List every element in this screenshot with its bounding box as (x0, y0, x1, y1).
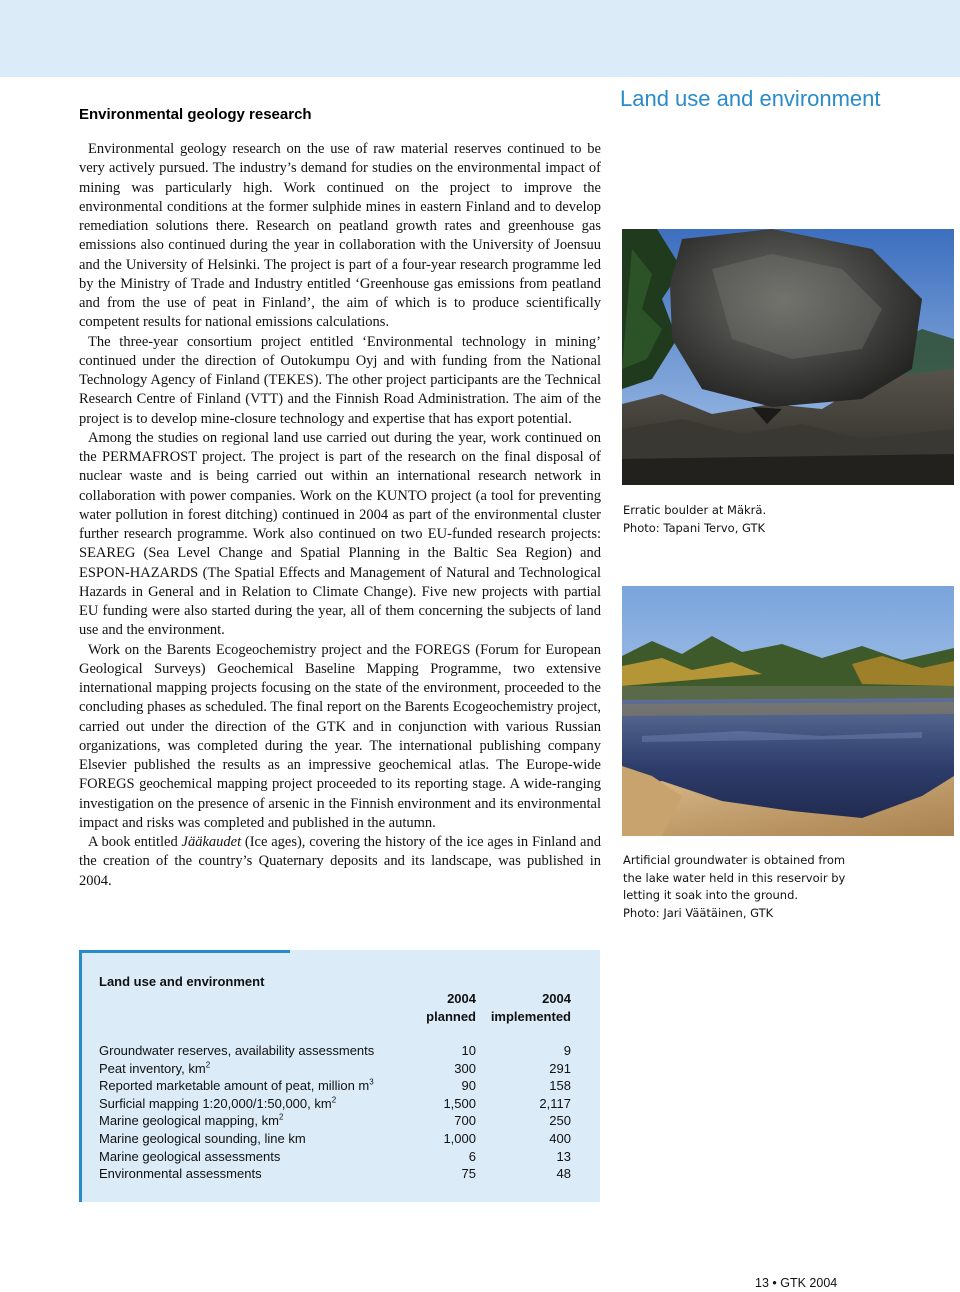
column-header-planned (399, 990, 476, 1026)
implemented-value: 250 (549, 1113, 571, 1129)
page-footer (755, 1276, 837, 1290)
paragraph-5-start: A book entitled (88, 834, 182, 850)
publication-name: GTK 2004 (780, 1276, 838, 1290)
column-header-implemented-label: implemented (490, 1009, 571, 1024)
implemented-value: 9 (563, 1043, 571, 1058)
row-label (99, 1043, 374, 1058)
row-label (99, 1149, 280, 1164)
implemented-value: 13 (556, 1148, 571, 1164)
photo1-caption (623, 502, 853, 537)
paragraph-5 (79, 833, 601, 891)
table-row (99, 1113, 571, 1131)
column-header-planned-label: planned (426, 1009, 476, 1024)
column-header-implemented-year: 2004 (542, 991, 571, 1006)
page-number: 13 (755, 1276, 769, 1290)
row-label-text: Peat inventory, km (99, 1060, 206, 1076)
table-row (99, 1096, 571, 1114)
planned-value: 700 (454, 1113, 476, 1129)
column-header-planned-year: 2004 (447, 991, 476, 1006)
article-body (79, 140, 601, 891)
paragraph-4: Work on the Barents Ecogeochemistry project and the FOREGS (Forum for European Geological Surveys) Geochemical Baseline Mapping Programme, two extensive international mapping projects focusing on the state of the environment, proceeded to the concluding phases as scheduled. The final report on the Barents Ecogeochemistry project, carried out under the direction of the GTK and in conjunction with various Russian organizations, was completed during the year. The international publishing company Elsevier published the results as an impressive geochemical atlas. The Europe-wide FOREGS geochemical mapping project proceeded to its reporting stage. A wide-ranging investigation on the presence of arsenic in the Finnish environment and its environmental impact and risks was completed and published in the autumn. (79, 641, 601, 831)
planned-value: 10 (461, 1043, 476, 1058)
row-label-text: Groundwater reserves, availability assessments (99, 1043, 375, 1058)
row-label (99, 1113, 283, 1128)
planned-value: 300 (454, 1060, 476, 1076)
photo2-credit: Photo: Jari Väätäinen, GTK (623, 905, 774, 920)
table-row (99, 1166, 571, 1184)
paragraph-5-end: (Ice ages), covering the history of the ice ages in Finland and the creation of the country’s Quaternary deposits and its landscape, was published in 2004. (79, 834, 601, 889)
photo-groundwater-reservoir (622, 586, 954, 836)
implemented-value: 48 (556, 1166, 571, 1182)
paragraph-1: Environmental geology research on the use of raw material reserves continued to be very actively pursued. The industry’s demand for studies on the environmental impact of mining was particularly high. Work continued on the project to improve the environmental conditions at the former sulphide mines in eastern Finland and to develop remediation solutions there. Research on peatland growth rates and greenhouse gas emissions also continued during the year in collaboration with the University of Joensuu and the University of Helsinki. The project is part of a four-year research programme led by the Ministry of Trade and Industry entitled ‘Greenhouse gas emissions from peatland and from the use of peat in Finland’, the aim of which is to produce scientifically competent results for national emissions calculations. (79, 141, 601, 331)
row-label-text: Environmental assessments (99, 1166, 262, 1182)
implemented-value: 2,117 (539, 1095, 571, 1111)
planned-value: 6 (468, 1148, 476, 1164)
row-label-text: Surficial mapping 1:20,000/1:50,000, km (99, 1095, 332, 1111)
unit-superscript: 2 (205, 1060, 211, 1070)
row-label (99, 1166, 262, 1181)
row-label-text: Marine geological mapping, km (99, 1113, 279, 1129)
row-label-text: Marine geological sounding, line km (99, 1130, 306, 1146)
footer-bullet: • (772, 1276, 777, 1290)
table-left-rule (79, 950, 82, 1202)
implemented-value: 400 (549, 1130, 571, 1146)
article-heading: Environmental geology research (79, 106, 312, 123)
top-color-band (0, 0, 960, 77)
row-label (99, 1131, 306, 1146)
unit-superscript: 2 (278, 1113, 284, 1123)
photo1-caption-text: Erratic boulder at Mäkrä. (623, 503, 767, 517)
table-row (99, 1149, 571, 1167)
planned-value: 75 (461, 1166, 476, 1182)
table-accent-bar (79, 950, 290, 953)
table-row (99, 1061, 571, 1079)
row-label (99, 1078, 374, 1093)
planned-value: 1,000 (443, 1130, 476, 1146)
photo-erratic-boulder (622, 229, 954, 485)
photo2-caption (623, 852, 853, 922)
table-rows (99, 1043, 571, 1184)
unit-superscript: 3 (369, 1077, 374, 1087)
row-label-text: Reported marketable amount of peat, million m (99, 1078, 370, 1094)
planned-value: 90 (461, 1078, 476, 1094)
row-label (99, 1096, 336, 1111)
photo2-caption-text: Artificial groundwater is obtained from the lake water held in this reservoir by letting it soak into the ground. (623, 853, 846, 902)
section-title: Land use and environment (620, 86, 881, 111)
unit-superscript: 2 (331, 1095, 337, 1105)
table-row (99, 1131, 571, 1149)
row-label (99, 1061, 210, 1076)
row-label-text: Marine geological assessments (99, 1148, 281, 1164)
book-title: Jääkaudet (181, 834, 242, 850)
table-row (99, 1078, 571, 1096)
table-title: Land use and environment (99, 974, 265, 989)
planned-value: 1,500 (443, 1095, 476, 1111)
table-row (99, 1043, 571, 1061)
photo1-credit: Photo: Tapani Tervo, GTK (623, 520, 766, 535)
implemented-value: 158 (549, 1078, 571, 1094)
paragraph-2: The three-year consortium project entitled ‘Environmental technology in mining’ continued under the direction of Outokumpu Oyj and with funding from the National Technology Agency of Finland (TEKES). The other project participants are the Technical Research Centre of Finland (VTT) and the Finnish Road Administration. The aim of the project is to develop mine-closure technology and expertise that has export potential. (79, 333, 601, 427)
statistics-table (79, 950, 600, 1202)
column-header-implemented (479, 990, 571, 1026)
paragraph-3: Among the studies on regional land use carried out during the year, work continued on the PERMAFROST project. The project is part of the research on the final disposal of nuclear waste and is being carried out within an international research network in collaboration with power companies. Work on the KUNTO project (a tool for preventing water pollution in forest ditching) continued in 2004 as part of the environmental cluster further research programme. Work also continued on two EU-funded research projects: SEAREG (Sea Level Change and Spatial Planning in the Baltic Sea Region) and ESPON-HAZARDS (The Spatial Effects and Management of Natural and Technological Hazards in General and in Relation to Climate Change). Five new projects with partial EU funding were also started during the year, all of them concerning the subjects of land use and the environment. (79, 429, 601, 639)
implemented-value: 291 (549, 1060, 571, 1076)
